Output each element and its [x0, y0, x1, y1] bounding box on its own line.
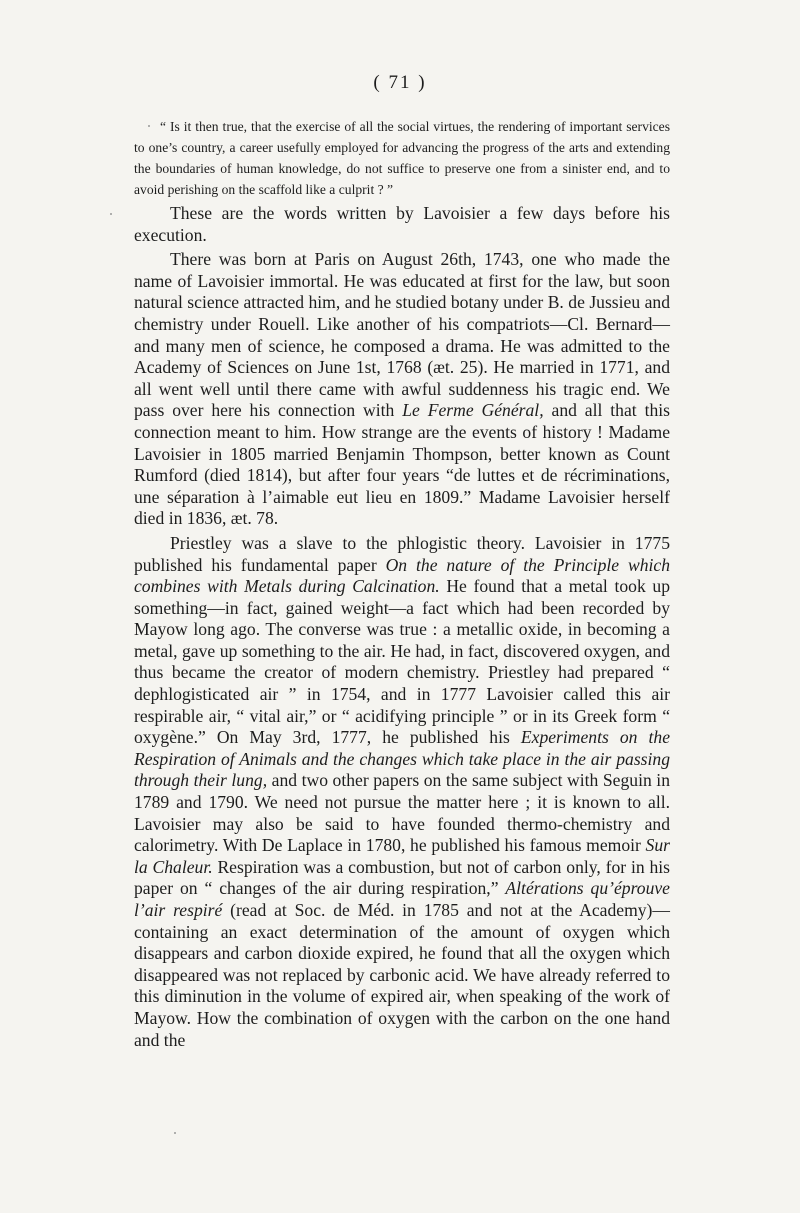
scan-speck	[174, 1132, 176, 1134]
paragraph-3-text-d: Respiration was a combustion, but not of carbon only, for in his paper on “ changes of the air during respiration,”	[134, 856, 670, 899]
paragraph-2	[134, 249, 670, 530]
scan-speck	[110, 213, 112, 215]
page-number: ( 71 )	[373, 72, 427, 93]
paragraph-1	[134, 203, 670, 246]
paragraph-3-italic-alterations: Altérations qu’éprouve l’air respiré	[134, 878, 670, 920]
paragraph-3-text-c: and two other papers on the same subject with Seguin in 1789 and 1790. We need not pursue the matter here ; it is known to all. Lavoisier may also be said to have founded thermo-chemistry and calorimetry. With De Laplace in 1780, he published his famous memoir	[134, 770, 670, 856]
paragraph-3	[134, 533, 670, 1051]
paragraph-2-italic-ferme: Le Ferme Général,	[402, 400, 544, 421]
paragraph-3-italic-principle: On the nature of the Principle which combines with Metals during Calcination.	[134, 554, 671, 597]
paragraph-2-text-a: There was born at Paris on August 26th, 1743, one who made the name of Lavoisier immortal. He was educated at first for the law, but soon natural science attracted him, and he studied botany under B. de Jussieu and chemistry under Rouell. Like another of his compatriots—Cl. Bernard—and many men of science, he composed a drama. He was admitted to the Academy of Sciences on June 1st, 1768 (æt. 25). He married in 1771, and all went well until there came with awful suddenness his tragic end. We pass over here his connection with	[134, 249, 670, 421]
lavoisier-quote: “ Is it then true, that the exercise of all the social virtues, the rendering of important services to one’s country, a career usefully employed for advancing the progress of the arts and extending the boundaries of human knowledge, do not suffice to preserve one from a sinister end, and to avoid perishing on the scaffold like a culprit ? ”	[134, 119, 670, 197]
paragraph-2-text-b: and all that this connection meant to him. How strange are the events of history ! Madame Lavoisier in 1805 married Benjamin Thompson, better known as Count Rumford (died 1814), but after four years “de luttes et de récriminations, une séparation à l’aimable eut lieu en 1809.” Madame Lavoisier herself died in 1836, æt. 78.	[134, 400, 670, 529]
paragraph-1-text: These are the words written by Lavoisier a few days before his execution.	[134, 203, 670, 245]
body-text	[134, 203, 670, 1051]
paragraph-3-text-e: (read at Soc. de Méd. in 1785 and not at the Academy)—containing an exact determination of the amount of oxygen which disappears and carbon dioxide expired, he found that all the oxygen which disappeared was not replaced by carbonic acid. We have already referred to this diminution in the volume of expired air, when speaking of the work of Mayow. How the combination of oxygen with the carbon on the one hand and the	[134, 900, 670, 1050]
paragraph-3-italic-experiments: Experiments on the Respiration of Animals and the changes which take place in the air passing through their lung,	[134, 727, 671, 791]
paragraph-3-text-b: He found that a metal took up something—in fact, gained weight—a fact which had been recorded by Mayow long ago. The converse was true : a metallic oxide, in becoming a metal, gave up something to the air. He had, in fact, discovered oxygen, and thus became the creator of modern chemistry. Priestley had prepared “ dephlogisticated air ” in 1754, and in 1777 Lavoisier called this air respirable air, “ vital air,” or “ acidifying principle ” or in its Greek form “ oxygène.” On May 3rd, 1777, he published his	[134, 576, 670, 748]
scan-speck	[148, 125, 150, 127]
paragraph-3-text-a: Priestley was a slave to the phlogistic theory. Lavoisier in 1775 published his fundamental paper	[134, 532, 670, 575]
paragraph-3-italic-chaleur: Sur la Chaleur.	[134, 835, 670, 877]
